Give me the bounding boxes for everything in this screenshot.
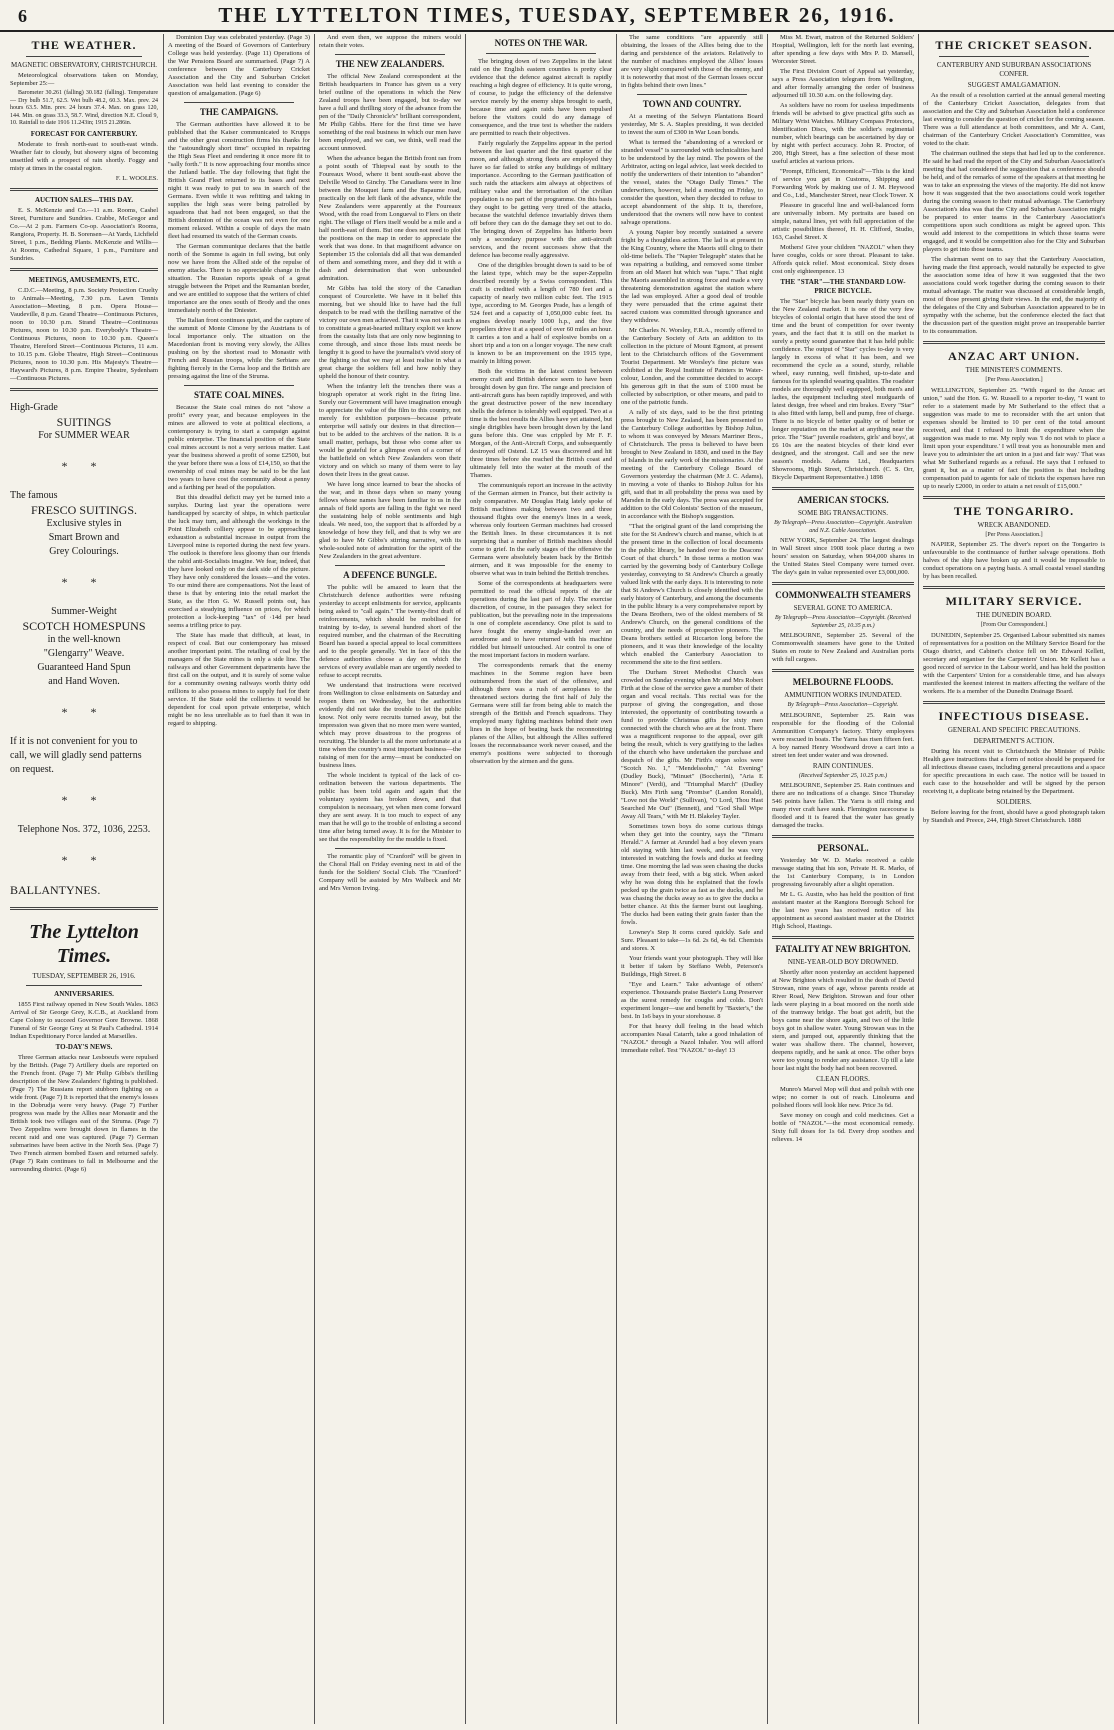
article-paragraph: Your friends want your photograph. They will like it better if taken by Steffano Webb, Peterson's Buildings, High Street. 8 [621, 955, 763, 978]
ad-line: Grey Colourings. [49, 545, 119, 557]
article-paragraph: Miss M. Ewart, matron of the Returned Soldiers' Hospital, Wellington, left for the north last evening, after spending a few days with Mrs P. D. Mansell, Worcester Street. [772, 34, 914, 65]
ad-stars: * * [61, 852, 107, 867]
article-paragraph: The same conditions "are apparently still obtaining, the losses of the Allies being due to the daring and persistence of the aviators. Relatively to the number of machines employed the Allies' losses are very slight compared with those of the enemy, and it is noteworthy that most of the German losses occur in fights behind their own lines." [621, 34, 763, 89]
auctions-heading: AUCTION SALES—THIS DAY. [34, 195, 134, 204]
subheading: SUGGEST AMALGAMATION. [967, 81, 1061, 89]
article-paragraph: Munro's Marvel Mop will dust and polish with one wipe; no corner is out of reach. Linoleums and polished floors will look like new. Price 3s 6d. [772, 1086, 914, 1109]
article-paragraph: When the infantry left the trenches there was a biograph operator at work right in the firing line. Surely our Government will have imagination enough to appreciate the value of the film to this country, not merely for exhibition purposes—because private enterprise will satisfy our desires in that direction—but to be added to the archives of the nation. It is a small matter, perhaps, but those who come after us would be grateful for a glimpse even of a corner of the battlefield on which New Zealanders won their victory and on which so many of them were to lay down their lives in the great cause. [319, 383, 461, 478]
ad-line: SUITINGS [56, 414, 112, 429]
newspaper-logo: The Lyttelton Times. [29, 920, 139, 967]
newspaper-title: THE LYTTELTON TIMES, TUESDAY, SEPTEMBER 26, 1916. [218, 3, 896, 27]
subheading: DEPARTMENT'S ACTION. [973, 736, 1055, 745]
notes-on-war-heading: NOTES ON THE WAR. [494, 38, 588, 48]
article-paragraph: The communiqués report an increase in the activity of the German airmen in France, but their activity is only comparative. Mr Douglas Haig lately spoke of British machines making between two and three thousand flights over the enemy's lines in a week, whereas only fourteen German machines had crossed the British lines. In these circumstances it is not surprising that a number of British machines should come to grief. In the early stages of the offensive the Germans were absolutely beaten back by the British airmen, and it was impossible for the enemy to observe what was in train behind the British trenches. [470, 482, 612, 577]
ad-line: Telephone Nos. 372, 1036, 2253. [17, 823, 151, 835]
subheading: THE DUNEDIN BOARD. [976, 611, 1052, 619]
column-3 [319, 34, 461, 1724]
ad-stars: * * [61, 704, 107, 719]
credit-line: [From Our Correspondent.] [980, 622, 1048, 628]
article-paragraph: The German communique declares that the battle north of the Somme is again in full swing, but only now we have from the Allied side of the repulse of enemy attacks. There is no appreciable change in the situation. The Russian reports speak of a great struggle between the Pripet and the Rumanian border, and we are entitled to suppose that the writers of chief importance are the ones south of Brody and the ones immediately north of the Dniester. [168, 243, 310, 314]
weather-heading: THE WEATHER. [31, 38, 137, 52]
meetings-heading: MEETINGS, AMUSEMENTS, ETC. [28, 275, 140, 284]
article-paragraph: One of the dirigibles brought down is said to be of the latest type, which may be the super-Zeppelin described recently by a Swiss correspondent. This craft is credited with a length of 780 feet and a capacity of nearly two million cubic feet. The 1915 type, according to M. Georges Prade, has a length of 524 feet and a capacity of 1,050,000 cubic feet. Its engines develop nearly 1000 h.p., and the five propellers drive it at a speed of over 60 miles an hour. It carries a ton and a half of explosive bombs on a short trip and a ton on a longer voyage. The new craft is known to be an improvement on the 1915 type, mainly in lifting power. [470, 262, 612, 365]
forecast-text: Moderate to fresh north-east to south-east winds. Weather fair to cloudy, but showery signs of becoming unsettled with a prospect of rain shortly. Foggy and misty at times in the coastal region. [10, 140, 158, 172]
town-and-country-heading: TOWN AND COUNTRY. [642, 99, 742, 109]
article-paragraph: MELBOURNE, September 25. Rain continues and there are no indications of a change. Since Thursday 546 points have fallen. The Yarra is still rising and many river craft have sunk. Flemington racecourse is flooded and it is feared that the water has greatly damaged the tracks. [772, 782, 914, 829]
todays-news-text: Three German attacks near Lesboeufs were repulsed by the British. (Page 7) Artillery duels are reported on the French front. (Page 7) Mr Philip Gibbs's thrilling description of the New Zealanders' fighting is published. (Page 7) The Russians report stubborn fighting on a wide front. (Page 7) It is reported that the enemy's losses in the Dobrudja were very heavy. (Page 7) Further progress was made by the Allies near Monastir and the British took two villages east of the Struma. (Page 7) Two Zeppelins were brought down in flames in the recent raid and one was captured. (Page 7) German submarines have been active in the North Sea. (Page 7) Two French airmen bombed Essen and returned safely. (Page 7) Rain continues to fall in Melbourne and the surrounding district. (Page 6) [10, 1053, 158, 1173]
article-paragraph: But this dreadful deficit may yet be turned into a surplus. During last year the operations were handicapped by scarcity of ships, in which particular the luck may turn, and although the workings in the Point Elizabeth colliery appear to be approaching exhaustion a substantial increase in output from the Liverpool mine is reported during the next few years. The outlook is therefore less gloomy than our friends the rabid anti-Socialists imagine. We fear, indeed, that they have looked only on the dark side of the picture. They have only considered the losses—and the votes. To our mind there are compensations. Not the least of these is that by entering into the retail market the State, as the Hon G. W. Russell points out, has exercised a steadying influence on prices, for which protection a lock-keeping "tax" of ·14d per head seems a trifling price to pay. [168, 494, 310, 629]
credit-line: (Received September 25, 10.25 p.m.) [798, 772, 888, 779]
article-paragraph: The German authorities have allowed it to be published that the Kaiser communicated to Krupps and the other great construction firms his thanks for the "astoundingly short time" occupied in repairing the High Seas Fleet and rendering it once more fit to "sally forth." It is now approaching four months since the Jutland battle. The day following that fight the British Grand Fleet returned to its bases and next night it was ready to put to sea in search of the Germans. Even while it was refitting and taking in supplies the high seas were being patrolled by squadrons that had not been engaged, so that the British dominion of the ocean was not even for one moment relaxed. Within a couple of days the main fleet had resumed its watch of the German coasts. [168, 121, 310, 240]
article-paragraph: Shortly after noon yesterday an accident happened at New Brighton which resulted in the death of David Strowan, nine years of age, whose parents reside at River Road, New Brighton. Strowan and four other lads were playing in a boat moored on the north side of the tramway bridge. The boat got adrift, but the boys came near the shore again, and two of the little boys got in shallow water. Young Strowan was in the stern, and jumped out, apparently thinking that the water was shallow there. The channel, however, deepens rapidly, and he sank at once. The other boys were too young to render any assistance. Up till a late hour last night the body had not been recovered. [772, 969, 914, 1072]
ad-line: Smart Brown and [48, 531, 120, 543]
forecast-signature: F. L. WOOLES. [115, 174, 158, 182]
article-paragraph: Mr Gibbs has told the story of the Canadian conquest of Courcelette. We have in it belief this morning, but we should like to have had the full despatch to be read with the thrilling narrative of the victory our own men achieved. That it was not such as to constitute a great-hearted military exploit we know from the casualty lists that are only now beginning to come through, and since those lists must needs be lengthy it is good to have the journalist's vivid story of the fighting so that we may at least realise in what a great charge the soldiers fell and how nobly they upheld the honour of their country. [319, 285, 461, 380]
melbourne-floods-heading: MELBOURNE FLOODS. [792, 677, 894, 687]
todays-news-heading: TO-DAY'S NEWS. [55, 1042, 113, 1051]
article-paragraph: The chairman went on to say that the Canterbury Association, having made the first approach, would naturally be expected to give the association some idea of how it was suggested that the two associations could work together during the coming season to their mutual advantage. The matter was discussed at considerable length, most of those present giving their views. In the end, the majority of the delegates of the City and Suburban Association appeared to be in sympathy with the scheme, but the conference elected the fact that the discussion part of the question might prove an insuperable barrier to its consummation. [923, 256, 1105, 335]
article-paragraph: The Durham Street Methodist Church was crowded on Sunday evening when Mr and Mrs Robert Firth at the close of the service gave a number of their organ and vocal recitals. This recital was for the purpose of giving the congregation, and those interested, the opportunity of contributing towards a fund to provide Christmas gifts for sixty men connected with the church who are at the front. There was a magnificent response to the appeal, over gift being the result, which is very gratifying to the ladies of the church who have undertaken the purchase and despatch of the gifts. Mr Firth's organ solos were "Scotch No. 1," "Mendelssohn," "At Evening" (Dudley Buck), "Minuet" (Boccherini), "Aria E Minore" (Verdi), and "Triumphal March" (Dudley Buck). Mrs Firth sang "Promise" (Landon Ronald), "Love not the World" (Sullivan), "O Lord, Thou Hast Searched Me Out" (Bennett), and "God Shall Wipe Away All Tears," with Mr H. Blakeley Tayler. [621, 669, 763, 820]
ad-line: Guaranteed Hand Spun [37, 661, 131, 673]
article-paragraph: For that heavy dull feeling in the head which accompanies Nasal Catarrh, take a good inhalation of "NAZOL" through a Nazol Inhaler. You will afford immediate relief. Test "NAZOL" to-day! 13 [621, 1023, 763, 1054]
column-2 [168, 34, 310, 1724]
article-paragraph: Mothers! Give your children "NAZOL" when they have coughs, colds or sore throat. Pleasant to take. Affords quick relief. Most economical. Sixty doses cost only eighteenpence. 13 [772, 244, 914, 275]
anzac-art-union-heading: ANZAC ART UNION. [948, 349, 1080, 363]
subheading: GENERAL AND SPECIFIC PRECAUTIONS. [947, 725, 1081, 734]
article-paragraph: "Eye and Learn." Take advantage of others' experience. Thousands praise Baxter's Lung Preserver as the surest remedy for coughs and colds. Don't experiment longer—use and benefit by "Baxter's," the best. In 1s6 bays in your storehouse. 8 [621, 981, 763, 1020]
observatory-heading: MAGNETIC OBSERVATORY, CHRISTCHURCH. [10, 61, 158, 69]
subheading: WRECK ABANDONED. [977, 520, 1051, 529]
anniversaries-text: 1855 First railway opened in New South Wales. 1863 Arrival of Sir George Grey, K.C.B., at Auckland from Cape Colony to succeed Governor Gore Browne. 1868 Funeral of Sir George Grey at St Paul's Cathedral. 1914 Indian Expeditionary Force landed at Marseilles. [10, 1000, 158, 1040]
article-paragraph: The State has made that difficult, at least, in respect of coal. But our contemporary has missed another important point. The retailing of coal by the managers of the State mines is only a side line. The railways and other Government departments have the first call on the output, and it is surely of some value for a community owning railways worth thirty odd millions to also possess mines to supply fuel for their service. If the State sold the collieries it would be dependent for coal upon private enterprise, which might be no less unreliable as to fuel than it was in regard to shipping. [168, 632, 310, 727]
column-rule [616, 34, 617, 1724]
article-paragraph: The romantic play of "Cranford" will be given in the Choral Hall on Friday evening next in aid of the funds for the Soldiers' Social Club. The "Cranford" Company will be assisted by Mrs Walbeck and Mr and Mrs Vernon Irving. [319, 853, 461, 892]
ad-line: High-Grade [10, 401, 58, 413]
article-paragraph: The "Star" bicycle has been nearly thirty years on the New Zealand market. It is one of the very few bicycles of colonial origin that have stood the test of time and the brunt of competition for over twenty years, and the fact that it is still on the market is surely a pretty sound guarantee that it has held public confidence. The output of "Star" cycles to-day is very largely in excess of what it has been, and we recommend the cycle as a sound, sturdy, reliable wheel, easy running, well finished, up-to-date and famous for its splendid wearing qualities. The roadster models are thoroughly well equipped, both men's and ladies, the equipment including steel mudguards of latest design, free wheel and rim brakes. Every "Star" is also fitted with lamp, bell and pump, free of charge. There is no bicycle of better quality or of better or longer reputation on the market at anything near the price. The "Star" juvenile roadsters, girls' and boys', at £6 10s are the neatest bicycles of their kind ever designed, and the strongest. Call and see the new season's models. Adams Ltd., Headquarters Showrooms, High Street, Christchurch. (C. S. Orr, Bicycle Department Representative.) 1898 [772, 298, 914, 481]
new-zealanders-heading: THE NEW ZEALANDERS. [335, 59, 445, 69]
article-paragraph: MELBOURNE, September 25. Several of the Commonwealth steamers have gone to the United States en route to New Zealand and Australian ports with full cargoes. [772, 632, 914, 663]
subheading: RAIN CONTINUES. [812, 761, 874, 770]
article-paragraph: Yesterday Mr W. D. Marks received a cable message stating that his son, Private H. R. Marks, of the 1st Canterbury Company, is in London progressing favourably after a slight operation. [772, 857, 914, 888]
subheading: CLEAN FLOORS. [816, 1075, 870, 1083]
article-paragraph: During his recent visit to Christchurch the Minister of Public Health gave instructions that a form of notice should be prepared for all infectious disease cases, including general precautions and a space for specific precautions in each case. The notice will be issued in each case to the householder and will be signed by the person receiving it, a duplicate being retained by the Department. [923, 747, 1105, 795]
subheading: SOME BIG TRANSACTIONS. [798, 509, 888, 517]
fatality-heading: FATALITY AT NEW BRIGHTON. [775, 944, 911, 954]
article-paragraph: NAPIER, September 25. The diver's report on the Tongariro is unfavourable to the continuance of further salvage operations. Both halves of the ship have broken up and it would be impossible to conduct operations on a paying basis. A small coastal vessel standing by has been recalled. [923, 541, 1105, 580]
article-paragraph: A rally of six days, said to be the first printing press brought to New Zealand, has been presented to the Canterbury College authorities by Bishop Julius, to whom it was conveyed by Messrs Marriner Bros., of Christchurch. The press is believed to have been brought to New Zealand in 1830, and used in the Bay of Islands in the early work of the missionaries. At the meeting of the Canterbury College Board of Governors yesterday the chairman (Mr J. C. Adams), in moving a vote of thanks to Bishop Julius for his gift, said that in all probability the press was used by Marsden in the early days. The press was accepted for addition to the Old Colonists' Section of the museum, in accordance with the Bishop's suggestion. [621, 409, 763, 520]
article-paragraph: The First Division Court of Appeal sat yesterday, says a Press Association telegram from Wellington, and after formally arranging the order of business adjourned till 10.30 a.m. on the following day. [772, 68, 914, 99]
article-paragraph: What is termed the "abandoning of a wrecked or stranded vessel" is surrounded with technicalities hard to be understood by the lay mind. The powers of the Arbitrator, acting on legal advice, last week decided to notify the underwriters of their intention to "abandon" the vessel, states the "Otago Daily Times." The underwriters, however, held a meeting on Friday, to consider the question, when they decided to refuse to accept abandonment of the ship. It is, therefore, understood that the owners will now have to contest salvage operations. [621, 139, 763, 226]
subheading: AMMUNITION WORKS INUNDATED. [784, 691, 902, 699]
infectious-disease-heading: INFECTIOUS DISEASE. [938, 708, 1090, 723]
tongariro-heading: THE TONGARIRO. [953, 503, 1075, 518]
article-paragraph: Fairly regularly the Zeppelins appear in the period between the last quarter and the first quarter of the moon, and although strong fleets are employed they have so far failed to strike any buildings of military importance. According to the German justification of such raids the attackers aim always at objectives of military value and the terrorisation of the civilian population is no part of the programme. On this basis they ought to be getting very tired of the attacks, because the watchful defence invariably drives them off before they can do the damage they set out to do. The bringing down of Zeppelins has hitherto been only a secondary purpose with the anti-aircraft services, and the recent successes show that the defence has become really aggressive. [470, 140, 612, 259]
forecast-heading: FORECAST FOR CANTERBURY. [30, 129, 138, 138]
subheading: SEVERAL GONE TO AMERICA. [793, 604, 893, 612]
weather-intro: Meteorological observations taken on Monday, September 25:— [10, 72, 158, 87]
column-rule [314, 34, 315, 1724]
ad-line: Exclusive styles in [46, 517, 122, 529]
ad-line: The famous [10, 489, 58, 501]
article-paragraph: Both the victims in the latest contest between enemy craft and British defence seem to have been brought down by gun fire. The range and precision of anti-aircraft guns has been rapidly improved, and with the great destructive power of the new incendiary shells the defence is tolerably well equipped. Two at a time is the best results the Allies have yet attained, but single dirigibles have been brought down by the land guns before this. One was crippled by Mr F. F. Morgan, of the Anti-Aircraft Corps, and subsequently destroyed off Ostend. LZ 15 was discovered and hit three times before she reached the British coast and ultimately fell into the water at the mouth of the Thames. [470, 368, 612, 479]
ad-line: on request. [10, 763, 54, 775]
article-paragraph: The Italian front continues quiet, and the capture of the summit of Monte Cimone by the Austrians is of local importance only. The situation on the Macedonian front is moving very slowly, the Allies pushing on by the shortest road to Monastir with French and Russian troops, while the Serbians are fighting fiercely in the Cerna loop and the British are pressing against the line of the Struma. [168, 317, 310, 380]
article-paragraph: As soldiers have no room for useless impediments friends will be advised to give practical gifts such as Military Wrist Watches. Military Compass Protectors, Identification Discs, with the soldier's regimental number, which bearings can be ascertained by day or by night with perfect accuracy. John R. Proctor, of 200, High Street, has a fine selection of these most useful articles at various prices. [772, 102, 914, 165]
subheading: NINE-YEAR-OLD BOY DROWNED. [787, 958, 899, 966]
auctions-text: E. S. McKenzie and Co.—11 a.m. Rooms, Cashel Street, Furniture and Sundries. Crabbe, McGregor and Co.—At 2 p.m. Farmers Co-op. Association's Rooms, Rangiora, Property. H. B. Sorensen—At Yards, Lichfield Street, 1 p.m., Bedding Plants. McKenzie and Willis—At Rooms, Cathedral Square, 1 p.m., Furniture and Sundries. [10, 206, 158, 262]
ad-line: BALLANTYNES. [10, 882, 101, 897]
ad-line: call, we will gladly send patterns [10, 749, 142, 761]
meetings-text: C.D.C.—Meeting, 8 p.m. Society Protection Cruelty to Animals—Meeting, 7.30 p.m. Lawn Tennis Association—Meeting, 8 p.m. Opera House—Vaudeville, 8 p.m. Grand Theatre—Continuous Pictures, noon to 10.30 p.m. Strand Theatre—Continuous Pictures, noon to 10.30 p.m. Everybody's Theatre—Continuous Pictures, noon to 10.30 p.m. Queen's Theatre, Hereford Street—Continuous Pictures, 11 a.m. to 10.15 p.m. Globe Theatre, High Street—Continuous Pictures, noon to 10.30 p.m. His Majesty's Theatre—Hayward's Pictures, 8 p.m. Empire Theatre, Sydenham—Continuous Pictures. [10, 286, 158, 382]
military-service-heading: MILITARY SERVICE. [945, 594, 1083, 608]
credit-line: [Per Press Association.] [985, 377, 1043, 383]
article-paragraph: As the result of a resolution carried at the annual general meeting of the Canterbury Cricket Association, delegates from that association and the City and Suburban Association held a conference last evening to consider the question of cricket for the coming season. There was a full attendance at both committees, and Mr A. Cant, chairman of the Canterbury Cricket Association's Committee, was voted to the chair. [923, 92, 1105, 147]
ad-stars: * * [61, 792, 107, 807]
ad-line: Summer-Weight [51, 605, 117, 617]
article-paragraph: NEW YORK, September 24. The largest dealings in Wall Street since 1908 took place during a two hours' session on Saturday, when 904,000 shares in the United States Steel Company were turned over. The day's gain in value represented over £3,000,000. [772, 537, 914, 576]
ad-stars: * * [61, 458, 107, 473]
credit-line: By Telegraph—Press Association—Copyright. [787, 702, 899, 708]
page-number: 6 [18, 6, 27, 26]
subheading: SOLDIERS. [996, 797, 1032, 806]
article-paragraph: DUNEDIN, September 25. Organised Labour submitted six names of representatives for a position on the Military Service Board for the Otago district, and Cabinet's choice fell on Mr Edward Kellett, secretary and organiser for the Carpenters' Union. Mr Kellett has a good record of service in the Labour world, and has held the position with the Carpenters' Union for a considerable time, and has always manifested the keenest interest in matters affecting the welfare of the workers. He is a member of the Dunedin Drainage Board. [923, 631, 1105, 695]
ballantynes-advertisement [10, 401, 158, 897]
article-paragraph: MELBOURNE, September 25. Rain was responsible for the flooding of the Colonial Ammunition Company's factory. Thirty employees were rescued in boats. The Yarra has risen fifteen feet. A boy named Henry Woodward drove a cart into a street ten feet under water and was drowned. [772, 711, 914, 759]
ad-line: For SUMMER WEAR [38, 429, 130, 441]
article-paragraph: The whole incident is typical of the lack of co-ordination between the various departments. The public has been told again and again that the voluntary system has broken down, and that compulsion is necessary, yet when men come forward they are sent away. It is too much to expect of any man that he will go to the trouble of enlisting a second time after being turned away. It is for the Minister to see that the responsibility for the muddle is fixed. [319, 772, 461, 843]
column-rule [465, 34, 466, 1724]
column-rule [163, 34, 164, 1724]
article-paragraph: When the advance began the British front ran from a point south of Thiepval east by south to the Foureaux Wood, where it bent south-east above the Delville Wood to Ginchy. The Canadians were in line between the Mouquet farm and the Bapaume road, practically on the left flank of the advance, while the New Zealanders were apparently at the Foureaux Wood, with the road from Longueval to Flers on their right. The village of Flers itself would be a mile and a half north-east of them. But one does not need to plot the positions on the map in order to appreciate the work that was done. In that magnificent advance on September 15 the colonials did all that was demanded of them and something more, and they did it with a dash and determination that won unbounded admiration. [319, 155, 461, 282]
article-paragraph: Pleasure in graceful line and well-balanced form are universally inborn. My portraits are based on simple, natural lines, yet with full appreciation of the artistic possibilities thereof, H. H. Clifford, Studio, 163, Cashel Street. X [772, 202, 914, 241]
subheading: THE MINISTER'S COMMENTS. [965, 366, 1063, 374]
article-paragraph: Some of the correspondents at headquarters were permitted to read the official reports of the air operations during the last part of July. The exercise discretion, of course, in the passages they select for publication, but the prevailing note in the impressions is one of complete ascendancy. One pilot is said to have fought the enemy single-handed over an aerodrome and to have returned with his machine riddled but himself untouched. Air control is one of the most important factors in modern warfare. [470, 580, 612, 659]
column-7 [923, 34, 1105, 1724]
ad-line: "Glengarry" Weave. [43, 647, 125, 659]
article-paragraph: Before leaving for the front, should have a good photograph taken by Standish and Preece, 244, High Street Christchurch. 1888 [923, 808, 1105, 824]
subheading: CANTERBURY AND SUBURBAN ASSOCIATIONS CONFER. [936, 61, 1092, 78]
article-paragraph: "That the original grant of the land comprising the site for the St Andrew's church and manse, which is at the present time in the collection of local documents in the public library, be handed over to the Deacons' Court of that church." In those terms a motion was carried by the governing body of Canterbury College yesterday, conveying to St Andrew's Church a greatly valued link with the early days. It is interesting to note that St Andrew's Church is closely identified with the early history of Canterbury, and among the documents in the public library is a very comprehensive report by the Deans Brothers, two of the oldest members of St Andrew's Church, on the general conditions of the country, and the needs of prospective pioneers. The Deans brothers settled at Riccarton long before the pioneers, and it was their knowledge of the locality which enabled the Canterbury Association to recommend the site to the first settlers. [621, 523, 763, 666]
article-paragraph: The official New Zealand correspondent at the British headquarters in France has given us a very brief outline of the operations in which the New Zealand troops have been engaged, but to-day we have a full and thrilling story of the advance from the pen of the "Daily Chronicle's" brilliant correspondent, Mr Philip Gibbs. Here for the first time we have something of the real business in which our men have been employed, and we can, we think, well read the account unmoved. [319, 73, 461, 152]
article-paragraph: Save money on cough and cold medicines. Get a bottle of "NAZOL"—the most economical remedy. Sixty full doses for 1s 6d. Every drop soothes and relieves. 14 [772, 1112, 914, 1143]
ad-line: and Hand Woven. [48, 675, 120, 687]
masthead [0, 0, 1114, 32]
article-paragraph: The bringing down of two Zeppelins in the latest raid on the English eastern counties is pretty clear evidence that the defence against aircraft is rapidly reaching a high degree of efficiency. It is quite wrong, of course, to judge the efficiency of the defensive service merely by the enemy ships brought to earth, because time and again raids have been repulsed before the visitors could do any damage of consequence, and the true test is whether the raiders are permitted to reach their objectives. [470, 58, 612, 137]
article-paragraph: WELLINGTON, September 25. "With regard to the Anzac art union," said the Hon. G. W. Russell to a reporter to-day, "I want to refer to a statement made by Mr Sutherland to the effect that a suggestion was made to me to reconsider with the art union that expenses should be limited to 10 per cent of the total amount received, and that I refused to limit the expenditure when the suggestion was made to me. My reply was 'I do not wish to place a limit upon your expenditure.' I will treat you as honourable men and leave you to administer the art union in a just and fair way.' That was what Mr Sutherland regards as a refusal. He says that I refused to grant it, but as a matter of fact the position is that including compensation paid to agents for sale of tickets the expenses have run up to nearly £2000, in order to attain a net result of £15,000." [923, 386, 1105, 490]
column-rule [918, 34, 919, 1724]
article-paragraph: The chairman outlined the steps that had led up to the conference. He said he had read the report of the City and Suburban Association's meeting that had considered the suggestion that a conference should be held, and of the remarks of some of the speakers at that meeting he was to take an expressing the views of the majority. He did not know how it was suggested that the two associations could work together during the coming season to their mutual advantage. The Canterbury Association's idea was that the City and Suburban Association might be prepared to enter teams in the Canterbury Association's competitions upon such conditions as might be agreed upon. This would add interest to the competitions in which those teams were engaged, and it would be competition also for the City and Suburban players to get into those teams. [923, 150, 1105, 253]
article-paragraph: The public will be amazed to learn that the Christchurch defence authorities were refusing yesterday to accept enlistments for service, applicants being asked to "call again." The twenty-first draft of reinforcements, which should be mobilised for training by to-day, is several hundred short of the required number, and the chairman of the Recruiting Board has issued a special appeal to local committees and to the people generally. Yet in face of this the defence authorities choose a day on which the services of every available man are urgently needed to refuse to accept recruits. [319, 584, 461, 679]
defence-bungle-heading: A DEFENCE BUNGLE. [343, 570, 437, 580]
article-paragraph: Mr L. G. Austin, who has held the position of first assistant master at the Rangiora Borough School for the last two years has received notice of his appointment as second assistant master at the District High School, Hastings. [772, 891, 914, 930]
article-paragraph: A young Napier boy recently sustained a severe fright by a thoughtless action. The lad is at present in the King Country, where the Maoris still cling to their old-time beliefs. The "Napier Telegraph" states that he was repairing a building, and removed some timber from an old Maori hut which was "tapu." That night the Maoris assembled in strong force and made a very threatening demonstration against the station where the lad was employed. After a good deal of trouble they were persuaded that the crime against their sacred custom was committed through ignorance and they withdrew. [621, 229, 763, 324]
credit-line: By Telegraph—Press Association—Copyright. (Received September 25, 10.35 p.m.) [774, 615, 912, 629]
article-paragraph: Sometimes town boys do some curious things when they get into the country, says the "Timaru Herald." A farmer at Arundel had a boy eleven years old staying with him last week, and he was very interested in watching the fowls and ducks at feeding time. One morning the lad was seen chasing the ducks away from their feed, with a big stick. When asked why he was doing this he explained that the fowls pecked up the grain twice as fast as the ducks, and he was chasing the ducks away so as to give the ducks a better chance. At this the farmer burst out laughing. The ducks had been eating their grain faster than the fowls. [621, 823, 763, 926]
campaigns-heading: THE CAMPAIGNS. [199, 107, 279, 117]
article-paragraph: Because the State coal mines do not "show a profit" every year, and because employees in the mines are allowed to vote at political elections, a contemporary is trying to start a campaign against public enterprise. The financial position of the State coal mines account is not a very serious matter. Last year the business showed a profit of some £2500, but the year before there was a loss of £14,150, so that the ownership of coal mines may be said to be the last two years to have cost the community about a penny and a farthing per head of the population. [168, 404, 310, 491]
article-paragraph: We understand that instructions were received from Wellington to close enlistments on Saturday and reopen them on Wednesday, but the authorities evidently did not take the trouble to let the public know. Not only were recruits turned away, but the impression was given that no more men were wanted, which may prove disastrous to the progress of recruiting. The blunder is all the more unfortunate at a time when the country's most important business—the raising of men for the army—must be conducted on business lines. [319, 682, 461, 769]
column-rule [767, 34, 768, 1724]
column-1 [10, 34, 158, 1724]
weather-readings: Barometer 30.261 (falling) 30.182 (falling). Temperature— Dry bulb 51.7, 62.5. Wet bulb 48.2, 60.3. Max. prev. 24 hours 63.5. Min. prev. 24 hours 37.4. Max. on grass 120, 144. Min. on grass 33.3, 58.7. Wind, direction N.E. Cloud 9, 10. Rainfall to date 1916 11.243in; 1915 21.286in. [10, 90, 158, 126]
anniversaries-heading: ANNIVERSARIES. [54, 989, 114, 998]
ad-line: FRESCO SUITINGS. [30, 502, 138, 517]
article-paragraph: Lowney's Step It corns cured quickly. Safe and Sure. Pleasant to take—1s 6d. 2s 6d, 4s 6d. Chemists and stores. X [621, 929, 763, 952]
american-stocks-heading: AMERICAN STOCKS. [797, 495, 889, 505]
credit-line: [Per Press Association.] [985, 531, 1043, 538]
article-paragraph: And even then, we suppose the miners would retain their votes. [319, 34, 461, 49]
credit-line: By Telegraph—Press Association—Copyright. Australian and N.Z. Cable Association. [774, 520, 912, 534]
cricket-season-heading: THE CRICKET SEASON. [935, 38, 1093, 52]
article-paragraph: Mr Charles N. Worsley, F.R.A., recently offered to the Canterbury Society of Arts an addition to its collection in the picture of Mount Egmont, at present lent to the Christchurch offices of the Government Tourist Department. Mr Worsley's fine picture was exhibited at the Royal Institute of Painters in Water-colour, London, and the committee decided to accept his generous gift in that the sum of £100 must be collected by subscription, or other means, and paid to one of the patriotic funds. [621, 327, 763, 406]
star-bicycle-heading: THE "STAR"—THE STANDARD LOW-PRICE BICYCLE. [780, 278, 906, 295]
article-paragraph: At a meeting of the Selwyn Plantations Board yesterday, Mr S. A. Staples presiding, it was decided to invest the sum of £300 in War Loan bonds. [621, 113, 763, 136]
column-5 [621, 34, 763, 1724]
article-paragraph: "Prompt, Efficient, Economical"—This is the kind of service you get in Customs, Shipping and Forwarding Work by making use of J. M. Heywood and Co., Ltd., Manchester Street, near Clock Tower. X [772, 168, 914, 199]
issue-date: TUESDAY, SEPTEMBER 26, 1916. [32, 971, 136, 980]
ad-line: SCOTCH HOMESPUNS [22, 618, 146, 633]
commonwealth-steamers-heading: COMMONWEALTH STEAMERS [775, 590, 911, 600]
column-4 [470, 34, 612, 1724]
state-coal-mines-heading: STATE COAL MINES. [194, 390, 284, 400]
ad-line: If it is not convenient for you to [10, 735, 138, 747]
article-paragraph: The correspondents remark that the enemy machines in the Somme region have been outnumbered from the start of the offensive, and although there was a rush of aeroplanes to the threatened sectors during the first half of July the Germans were still far from being able to match the strength of the British and French squadrons. They employed many fighting machines behind their own lines in the hope of beating back the reconnoitring planes of the Allies, but although the Allies suffered losses the reconnaissance work never ceased, and the enemy's positions were subjected to thorough observation by the airmen and the guns. [470, 662, 612, 765]
ad-line: in the well-known [47, 633, 121, 645]
article-paragraph: We have long since learned to bear the shocks of the war, and in those days when so many young fellows whose names have been familiar to us in the annals of field sports are falling in the fight we need the sustaining help of noble sentiments and high ideals. We need, too, the support that is afforded by a knowledge of how they fell, and that is why we are glad to have Mr Gibbs's stirring narrative, with its whole-souled note of admiration for the spirit of the New Zealanders in the great adventure. [319, 481, 461, 560]
ad-stars: * * [61, 574, 107, 589]
personal-heading: PERSONAL. [817, 843, 869, 853]
news-index-continued: Dominion Day was celebrated yesterday. (Page 3) A meeting of the Board of Governors of Canterbury College was held yesterday. (Page 11) Operations of the War Pensions Board are summarised. (Page 7) A conference between the Canterbury Cricket Association and the City and Suburban Cricket Association was held last evening to consider the question of amalgamation. (Page 6) [168, 34, 310, 97]
column-6 [772, 34, 914, 1724]
